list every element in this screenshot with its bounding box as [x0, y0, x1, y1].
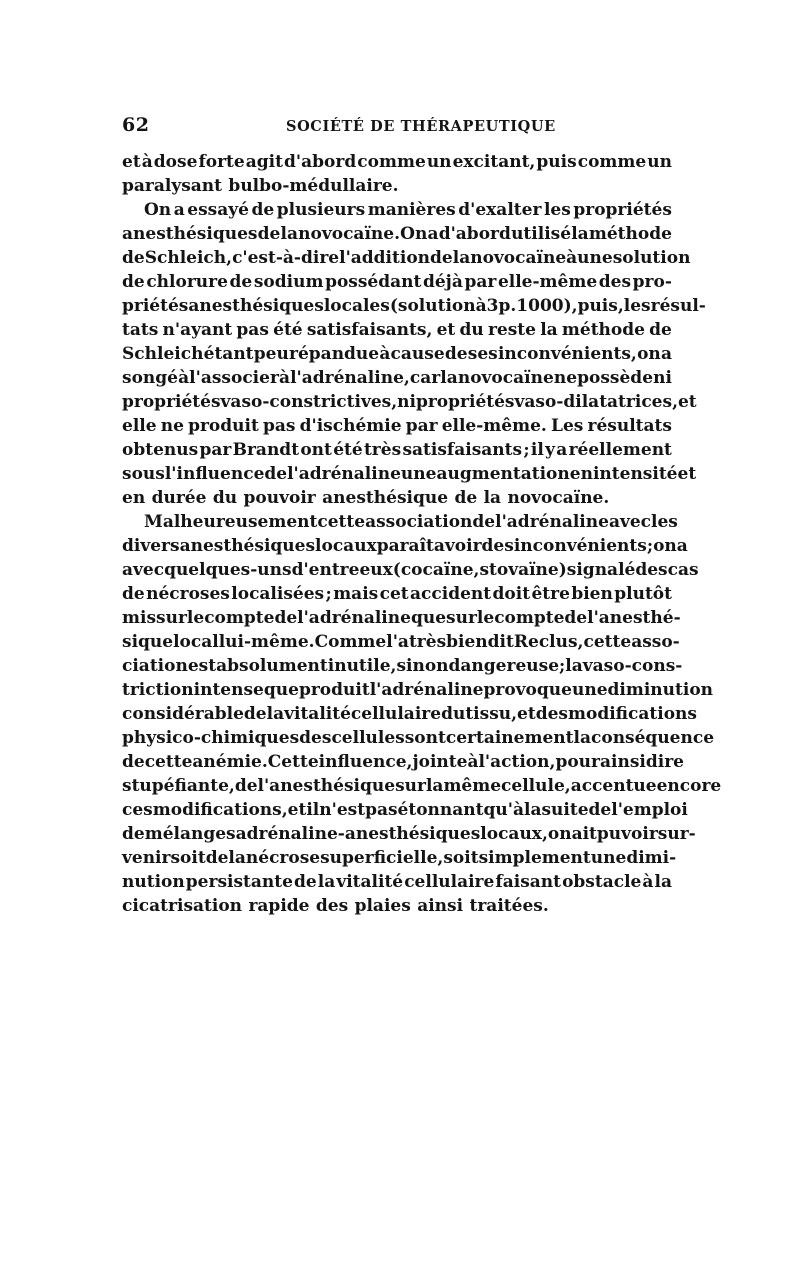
text-line: de cette anémie. Cette influence, jointe à l'action, pour ainsi dire — [122, 752, 684, 772]
text-line: de chlorure de sodium possédant déjà par elle-même des pro- — [122, 272, 672, 292]
text-line: nution persistante de la vitalité cellulaire faisant obstacle à la — [122, 872, 672, 892]
text-line: ces modifications, et il n'est pas étonnant qu'à la suite de l'emploi — [122, 800, 688, 820]
text-line: de mélanges adrénaline-anesthésiques locaux, on ait pu voir sur- — [122, 824, 696, 844]
text-line: divers anesthésiques locaux paraît avoir des inconvénients ; on a — [122, 536, 688, 556]
text-line: stupéfiante, de l'anesthésique sur la même cellule, accentue encore — [122, 776, 722, 796]
text-line: propriétés vaso-constrictives, ni propriétés vaso-dilatatrices, et — [122, 392, 697, 412]
text-line: sous l'influence de l'adrénaline une augmentation en intensité et — [122, 464, 697, 484]
text-line: anesthésiques de la novocaïne. On a d'abord utilisé la méthode — [122, 224, 672, 244]
text-line: et à dose forte agit d'abord comme un excitant, puis comme un — [122, 152, 672, 172]
text-line: sique local lui-même. Comme l'a très bien dit Reclus, cette asso- — [122, 632, 680, 652]
text-line: paralysant bulbo-médullaire. — [122, 176, 399, 196]
text-line: avec quelques-uns d'entre eux (cocaïne, stovaïne) signalé des cas — [122, 560, 699, 580]
text-line: venir soit de la nécrose superficielle, soit simplement une dimi- — [122, 848, 677, 868]
running-head-title: SOCIÉTÉ DE THÉRAPEUTIQUE — [286, 118, 556, 135]
text-line: songé à l'associer à l'adrénaline, car la novocaïne ne possède ni — [122, 368, 672, 388]
text-line: obtenus par Brandt ont été très satisfaisants ; il y a réellement — [122, 440, 672, 460]
text-line: physico-chimiques des cellules sont certainement la conséquence — [122, 728, 715, 748]
text-line: ciation est absolument inutile, sinon dangereuse ; la vaso-cons- — [122, 656, 683, 676]
text-line: priétés anesthésiques locales (solution à 3 p. 1000), puis, les résul- — [122, 296, 706, 316]
running-head — [122, 114, 672, 138]
page-number: 62 — [122, 114, 150, 136]
text-line: Schleich étant peu répandue à cause de ses inconvénients, on a — [122, 344, 672, 364]
text-line: considérable de la vitalité cellulaire du tissu, et des modifications — [122, 704, 697, 724]
body-text — [122, 150, 722, 918]
text-line: en durée du pouvoir anesthésique de la novocaïne. — [122, 488, 610, 508]
text-line: tats n'ayant pas été satisfaisants, et du reste la méthode de — [122, 320, 672, 340]
text-line: de nécroses localisées ; mais cet accident doit être bien plutôt — [122, 584, 672, 604]
text-line: elle ne produit pas d'ischémie par elle-même. Les résultats — [122, 416, 672, 436]
text-line: On a essayé de plusieurs manières d'exalter les propriétés — [144, 200, 672, 220]
text-line: de Schleich, c'est-à-dire l'addition de la novocaïne à une solution — [122, 248, 691, 268]
text-line: triction intense que produit l'adrénaline provoque une diminution — [122, 680, 714, 700]
text-line: mis sur le compte de l'adrénaline que sur le compte de l'anesthé- — [122, 608, 681, 628]
text-line: Malheureusement cette association de l'adrénaline avec les — [144, 512, 678, 532]
text-line: cicatrisation rapide des plaies ainsi traitées. — [122, 896, 549, 916]
